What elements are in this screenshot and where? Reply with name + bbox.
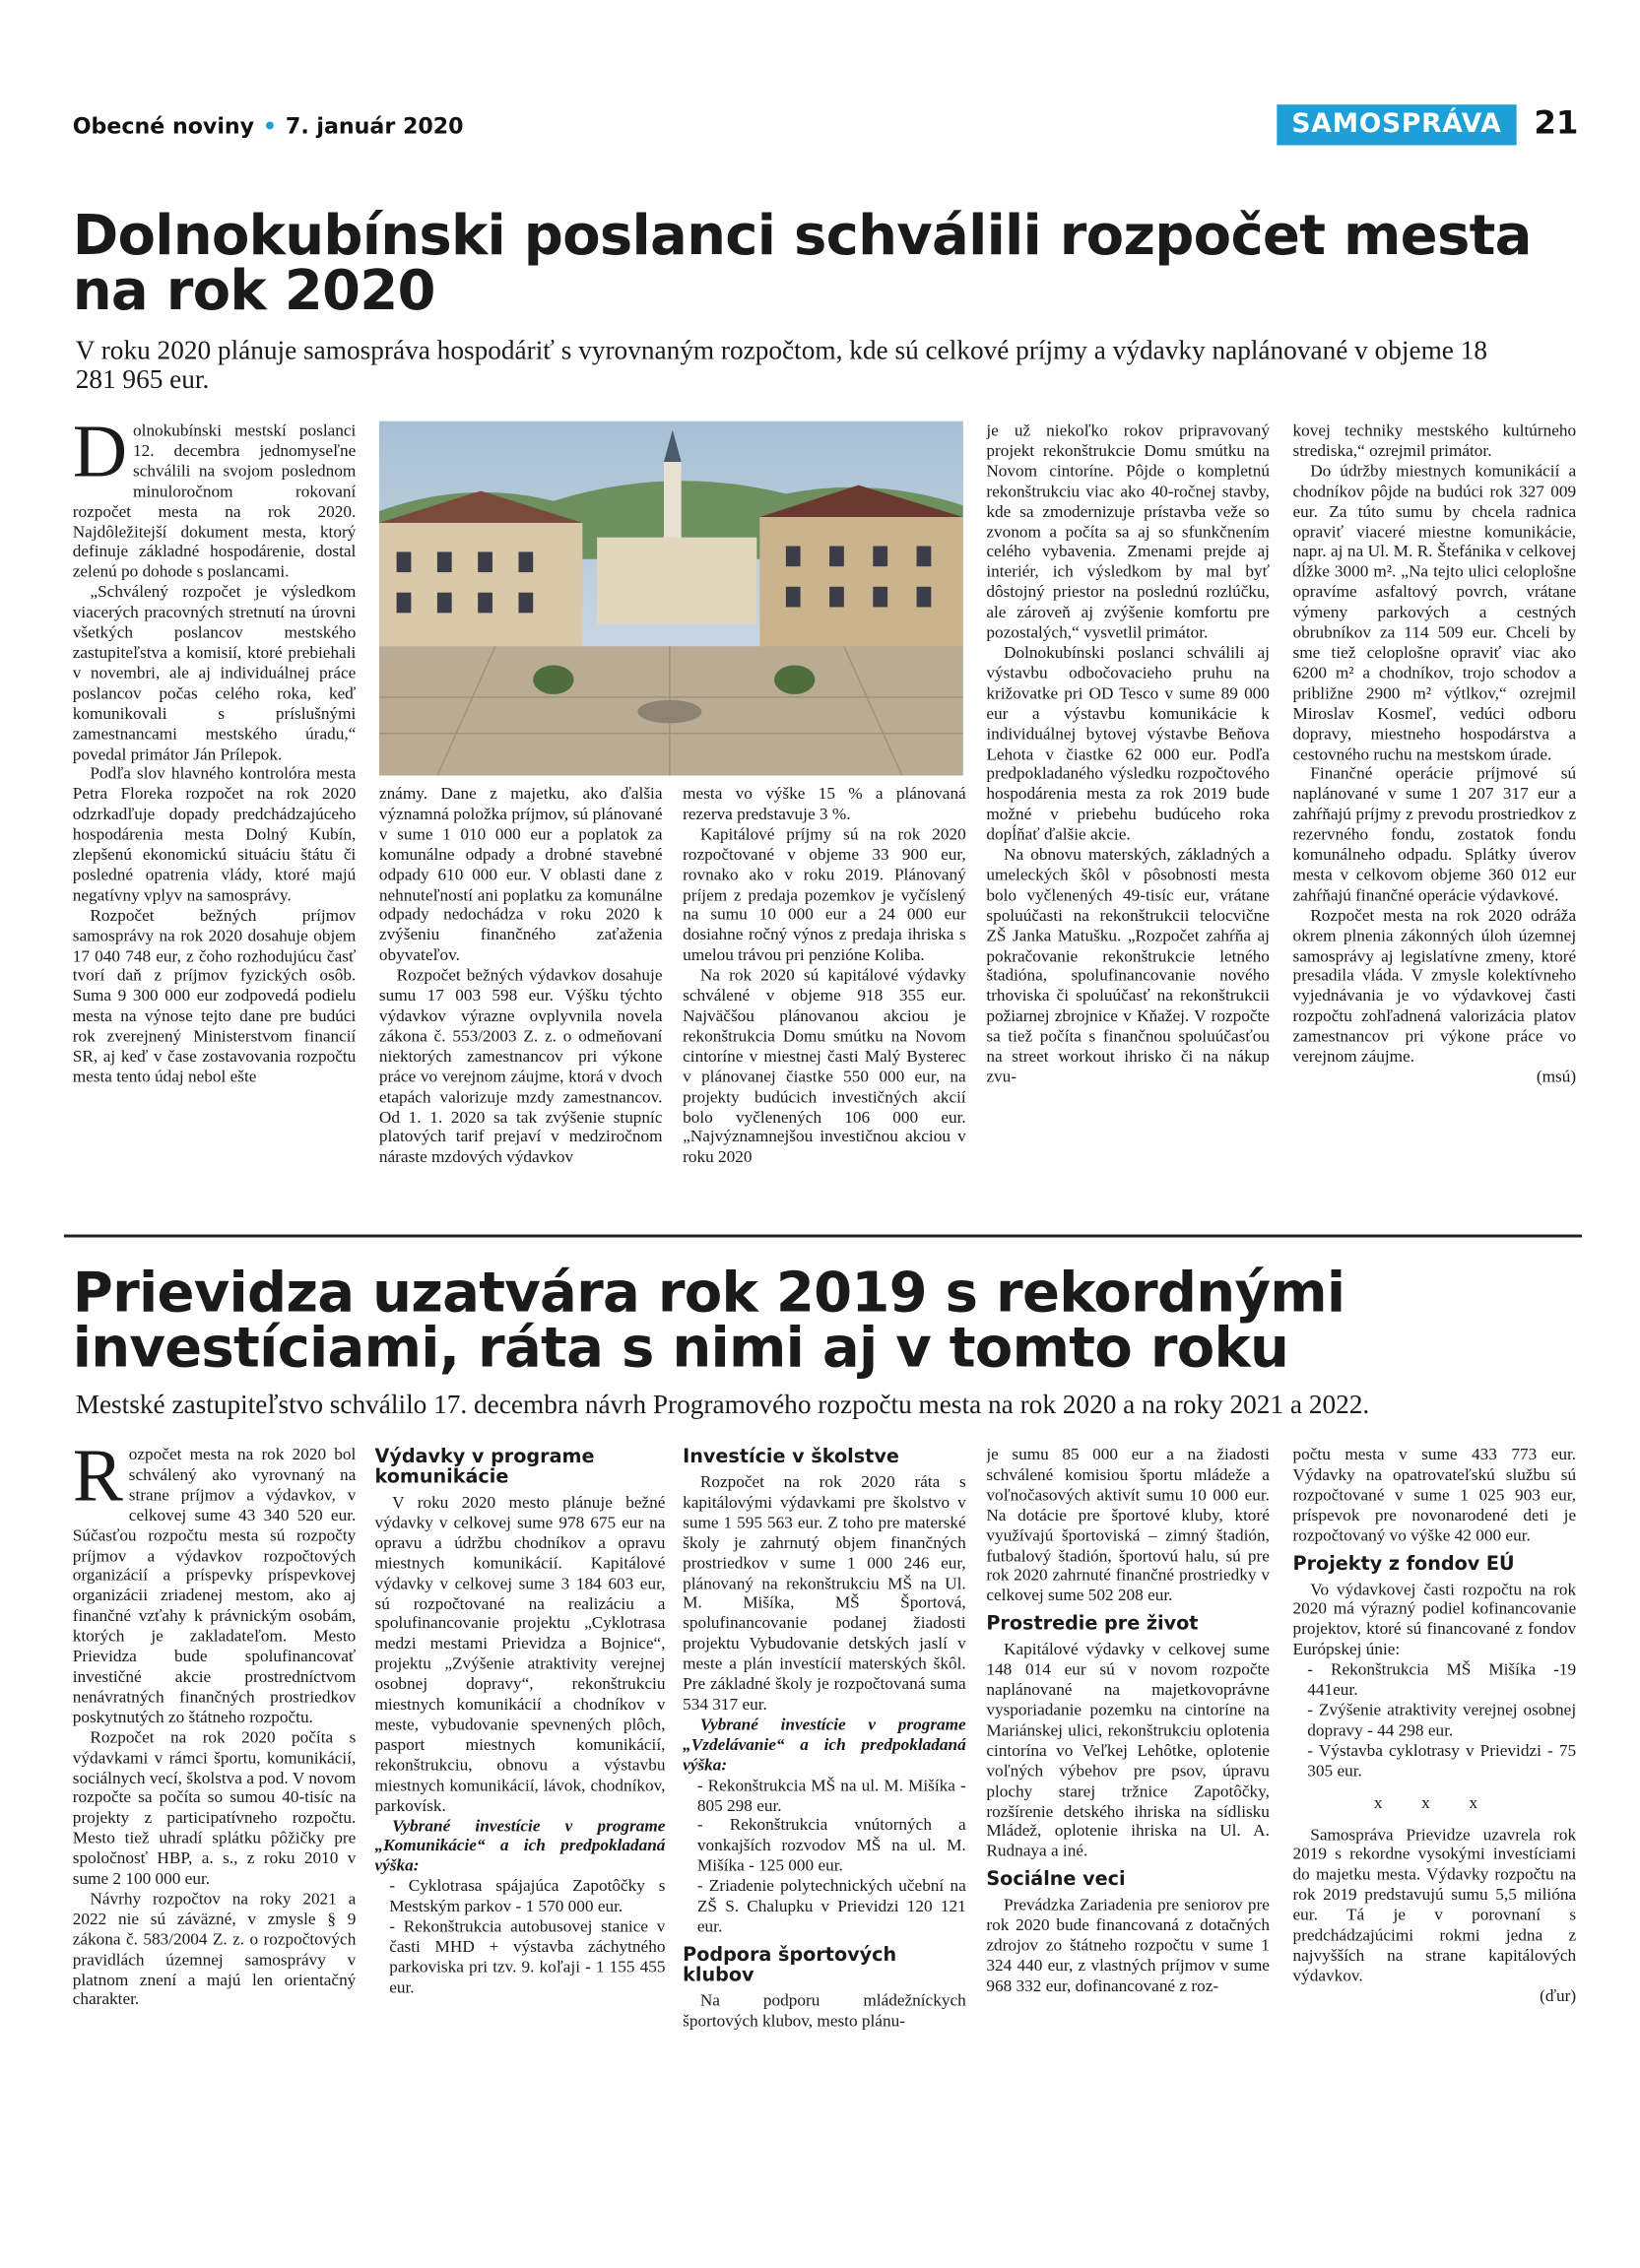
article2-column-4 — [986, 1445, 1270, 2200]
article1-paragraph: Rozpočet bežných výdavkov dosahuje sumu 17 003 598 eur. Výšku týchto výdavkov výrazne ovplyvnila novela zákona č. 553/2003 Z. z. o odmeňovaní niektorých zamestnancov pri výkone práce vo verejnom záujme, ktorá v dvoch etapách valorizuje mzdy zamestnancov. Od 1. 1. 2020 sa tak zvýšenie stupníc platových tarif prejaví v medziročnom náraste mzdových výdavkov — [378, 965, 663, 1167]
article2-paragraph: Vo výdavkovej časti rozpočtu na rok 2020 má výrazný podiel kofinancovanie projektov, ktoré sú financované z fondov Európskej únie: — [1292, 1579, 1577, 1659]
list-item: - Zriadenie polytechnických učební na ZŠ S. Chalupku v Prievidzi 120 121 eur. — [696, 1876, 966, 1936]
bullet-separator: • — [262, 113, 278, 140]
article2-paragraph: počtu mesta v sume 433 773 eur. Výdavky na opatrovateľskú službu sú rozpočtované v sume 1 025 903 eur, príspevok pre novonarodené deti je rozpočtovaný vo výške 42 000 eur. — [1292, 1445, 1577, 1545]
article1-column-2 — [379, 784, 663, 1214]
article2-paragraph: Na podporu mládežníckych športových klubov, mesto plánu- — [683, 1990, 966, 2031]
subheading: Investície v školstve — [683, 1446, 899, 1468]
article1-lead: V roku 2020 plánuje samospráva hospodáriť s vyrovnaným rozpočtom, kde sú celkové príjmy a výdavky naplánované v objeme 18 281 965 eur. — [75, 337, 1488, 396]
article2-paragraph: Rozpočet mesta na rok 2020 bol schválený ako vyrovnaný na strane príjmov a výdavkov, v celkovej sume 43 340 520 eur. Súčasťou rozpočtu mesta sú rozpočty príjmov a výdavkov rozpočtových organizácií a príspevky príspevkovej organizácii zriadenej mestom, ako aj finančné vzťahy k právnickým osobám, ktorých je zakladateľom. Mesto Prievidza bude spolufinancovať investičné akcie prostredníctvom nenávratných finančných prostriedkov poskytnutých zo štátneho rozpočtu. — [72, 1445, 357, 1727]
article1-paragraph: je už niekoľko rokov pripravovaný projekt rekonštrukcie Domu smútku na Novom cintoríne. Pôjde o kompletnú rekonštrukciu viac ako 40-ročnej stavby, kde sa zmodernizuje prístavba veže so zvonom a počíta sa aj so sfunkčnením celého vybavenia. Zmenami prejde aj interiér, ich výsledkom by mal byť dôstojný priestor na poslednú rozlúčku, ale zároveň aj zvýšenie komfortu pre pozostalých,“ vysvetlil primátor. — [986, 421, 1270, 642]
list-item: - Rekonštrukcia autobusovej stanice v časti MHD + výstavba záchytného parkoviska pri tzv. 9. koľaji - 1 155 455 eur. — [389, 1916, 666, 1997]
article2-paragraph: V roku 2020 mesto plánuje bežné výdavky v celkovej sume 978 675 eur na opravu a údržbu chodníkov a opravu miestnych komunikácií. Kapitálové výdavky v celkovej sume 3 184 603 eur, sú rozpočtované na realizáciu a spolufinancovanie projektu „Cyklotrasa medzi mestami Prievidza a Bojnice“, projektu „Zvýšenie atraktivity verejnej osobnej dopravy“, rekonštrukciu miestnych komunikácií a chodníkov v meste, vybudovanie spevnených plôch, pasport miestnych komunikácií, rekonštrukciu, obnovu a výstavbu miestnych komunikácií, lávok, chodníkov, parkovísk. — [374, 1493, 666, 1815]
article1-paragraph: Dolnokubínski mestskí poslanci 12. decembra jednomyseľne schválili na svojom poslednom minuloročnom rokovaní rozpočet mesta na rok 2020. Najdôležitejší dokument mesta, ktorý definuje základné hospodárenie, dostal zelenú po dohode s poslancami. — [72, 421, 357, 582]
article1-headline: Dolnokubínski poslanci schválili rozpočet mesta na rok 2020 — [72, 203, 1532, 323]
article2-column-1 — [73, 1445, 357, 2200]
article-divider — [64, 1235, 1582, 1238]
list-intro: Vybrané investície v programe „Vzdelávanie“ a ich predpokladaná výška: — [683, 1715, 966, 1775]
page-number: 21 — [1534, 105, 1579, 143]
article2-paragraph: Rozpočet na rok 2020 ráta s kapitálovými výdavkami pre školstvo v sume 1 595 563 eur. Z toho pre materské školy je zahrnutý objem finančných prostriedkov v sume 1 000 246 eur, plánovaný na rekonštrukciu MŠ na Ul. M. Mišíka, MŠ Športová, spolufinancovanie podanej žiadosti projektu Vybudovanie detských jaslí v meste a plán investícií materských škôl. Pre základné školy je rozpočtovaná suma 534 317 eur. — [683, 1472, 966, 1715]
town-square-photo — [379, 421, 963, 776]
subheading: Sociálne veci — [986, 1869, 1126, 1892]
issue-date: 7. január 2020 — [285, 113, 464, 140]
article1-column-4 — [986, 421, 1270, 1214]
section-label: SAMOSPRÁVA — [1277, 104, 1516, 145]
article1-paragraph: Podľa slov hlavného kontrolóra mesta Petra Floreka rozpočet na rok 2020 odzrkadľuje dopady predchádzajúceho hospodárenia mesta Dolný Kubín, zlepšenú ekonomickú situáciu štátu či posledné opatrenia vlády, ktoré majú negatívny vplyv na samosprávy. — [72, 764, 357, 905]
article1-paragraph: Do údržby miestnych komunikácií a chodníkov pôjde na budúci rok 327 009 eur. Za túto sumu by chcela radnica opraviť viaceré miestne komunikácie, napr. aj na Ul. M. R. Štefánika v celkovej dĺžke 3000 m². „Na tejto ulici celoplošne opravíme asfaltový povrch, vrátane výmeny parkových a cestných obrubníkov za 114 509 eur. Chceli by sme tiež celoplošne opraviť viac ako 6200 m² a chodníkov, trojo schodov a približne 2900 m² výtlkov,“ ozrejmil Miroslav Kosmeľ, vedúci odboru dopravy, miestneho hospodárstva a cestovného ruchu na mestskom úrade. — [1292, 461, 1577, 763]
article1-paragraph: „Schválený rozpočet je výsledkom viacerých pracovných stretnutí na úrovni všetkých poslancov mestského zastupiteľstva a komisií, ktoré prebiehali v novembri, ale aj individuálnej práce poslancov počas celého roka, keď komunikovali s príslušnými zamestnancami mestského úradu,“ povedal primátor Ján Prílepok. — [72, 582, 357, 763]
publication-name: Obecné noviny — [72, 113, 255, 140]
article2-column-3 — [683, 1445, 966, 2200]
dropcap: R — [72, 1445, 123, 1519]
article1-paragraph: Rozpočet mesta na rok 2020 odráža okrem plnenia zákonných úloh územnej samosprávy aj legislatívne zmeny, ktoré presadila vláda. V zmysle kolektívneho vyjednávania je vo výdavkovej časti rozpočtu zohľadnená valorizácia platov zamestnancov pri výkone práce vo verejnom záujme. — [1292, 905, 1577, 1067]
article2-paragraph: Kapitálové výdavky v celkovej sume 148 014 eur sú v novom rozpočte naplánované na majetkovoprávne vysporiadanie pozemku na cintoríne na Mariánskej ulici, rekonštrukciu oplotenia cintorína vo Veľkej Lehôtke, oplotenie voľných výbehov pre psov, úpravu plochy starej tržnice Zapotôčky, rozšírenie detského ihriska na sídlisku Mládež, oplotenie ihriska na Ul. A. Rudnaya a iné. — [986, 1640, 1270, 1861]
article1-column-5 — [1293, 421, 1577, 1214]
article2-column-2 — [374, 1445, 665, 2200]
list-item: - Rekonštrukcia MŠ Mišíka -19 441eur. — [1307, 1659, 1577, 1700]
article1-paragraph: Na rok 2020 sú kapitálové výdavky schválené v objeme 918 355 eur. Najväčšou plánovanou akciou je rekonštrukcia Domu smútku na Novom cintoríne v miestnej časti Malý Bysterec v plánovanej čiastke 550 000 eur, na projekty budúcich investičných akcií bolo vyčlenených 106 000 eur. „Najvýznamnejšou investičnou akciou v roku 2020 — [683, 965, 966, 1167]
list-item: - Rekonštrukcia vnútorných a vonkajších rozvodov MŠ na ul. M. Mišíka - 125 000 eur. — [696, 1816, 966, 1876]
article1-paragraph: Kapitálové príjmy sú na rok 2020 rozpočtované v objeme 33 900 eur, rovnako ako v roku 2019. Plánovaný príjem z predaja pozemkov je vyčíslený na sumu 10 000 eur a 24 000 eur dosiahne ročný výnos z predaja ihriska s umelou trávou pri penzióne Koliba. — [683, 824, 966, 965]
article2-column-5 — [1293, 1445, 1577, 2200]
article2-paragraph: Návrhy rozpočtov na roky 2021 a 2022 nie sú záväzné, v zmysle § 9 zákona č. 583/2004 Z. z. o rozpočtových pravidlách územnej samosprávy v platnom znení a majú len orientačný charakter. — [72, 1889, 357, 2010]
section-separator: x x x — [1373, 1792, 1495, 1812]
page-header-publication — [73, 113, 464, 140]
article1-paragraph: Na obnovu materských, základných a umeleckých škôl v pôsobnosti mesta bolo vyčlenených 49-tisíc eur, vrátane spoluúčasti na rekonštrukcii telocvične ZŠ Janka Matušku. „Rozpočet zahŕňa aj pokračovanie rekonštrukcie letného štadióna, spolufinancovanie nového trhoviska či spoluúčasť na rekonštrukcii požiarnej zbrojnice v Kňažej. V rozpočte sa tiež počíta s finančnou spoluúčasťou na street workout ihrisko či na nákup zvu- — [986, 845, 1270, 1087]
subheading: Výdavky v programe komunikácie — [374, 1446, 595, 1489]
article2-lead: Mestské zastupiteľstvo schválilo 17. decembra návrh Programového rozpočtu mesta na rok 2020 a na roky 2021 a 2022. — [75, 1391, 1370, 1421]
article1-column-1 — [73, 421, 357, 1214]
subheading: Projekty z fondov EÚ — [1292, 1553, 1515, 1576]
dropcap: D — [72, 421, 128, 494]
list-item: - Cyklotrasa spájajúca Zapotôčky s Mestským parkov - 1 570 000 eur. — [389, 1876, 666, 1916]
list-intro: Vybrané investície v programe „Komunikácie“ a ich predpokladaná výška: — [374, 1816, 666, 1876]
article1-paragraph: mesta vo výške 15 % a plánovaná rezerva predstavuje 3 %. — [683, 784, 966, 824]
subheading: Prostredie pre život — [986, 1613, 1199, 1636]
article1-paragraph: známy. Dane z majetku, ako ďalšia významná položka príjmov, sú plánované v sume 1 010 000 eur a poplatok za komunálne odpady a drobné stavebné odpady 610 000 eur. V oblasti dane z nehnuteľností ani poplatku za komunálne odpady nedochádza v roku 2020 k zvýšeniu finančného zaťaženia obyvateľov. — [378, 784, 663, 965]
article1-paragraph: Rozpočet bežných príjmov samosprávy na rok 2020 dosahuje objem 17 040 748 eur, z čoho rozhodujúcu časť tvorí daň z príjmov fyzických osôb. Suma 9 300 000 eur zodpovedá podielu mesta na výnose tejto dane pre budúci rok zverejnený Ministerstvom financií SR, aj keď v čase zostavovania rozpočtu mesta tento údaj nebol ešte — [72, 905, 357, 1087]
article1-column-3 — [683, 784, 966, 1214]
article1-paragraph: Finančné operácie príjmové sú naplánované v sume 1 207 317 eur a zahŕňajú príjmy z prevodu prostriedkov z rezervného fondu, zostatok fondu komunálneho odpadu. Splátky úverov mesta v celkovom objeme 360 012 eur zahŕňajú finančné operácie výdavkové. — [1292, 764, 1577, 905]
list-item: - Zvýšenie atraktivity verejnej osobnej dopravy - 44 298 eur. — [1307, 1700, 1577, 1740]
subheading: Podpora športových klubov — [683, 1944, 897, 1987]
article1-paragraph: kovej techniky mestského kultúrneho strediska,“ ozrejmil primátor. — [1292, 421, 1577, 461]
article1-paragraph: Dolnokubínski poslanci schválili aj výstavbu odbočovacieho pruhu na križovatke pri OD Tesco v sume 89 000 eur a výstavbu komunikácie k individuálnej bytovej výstavbe Beňova Lehota v čiastke 62 000 eur. Podľa predpokladaného výsledku rozpočtového hospodárenia mesta za rok 2019 bude možné v priebehu budúceho roka dopĺňať ďalšie akcie. — [986, 643, 1270, 845]
article2-paragraph: Rozpočet na rok 2020 počíta s výdavkami v rámci športu, komunikácií, sociálnych vecí, školstva a pod. V novom rozpočte sa počíta so sumou 40-tisíc na projekty z participatívneho rozpočtu. Mesto tiež uhradí splátku pôžičky pre spoločnosť HBP, a. s., z roku 2010 v sume 2 100 000 eur. — [72, 1727, 357, 1889]
list-item: - Rekonštrukcia MŠ na ul. M. Mišíka - 805 298 eur. — [696, 1776, 966, 1815]
article2-signature: (ďur) — [1540, 1986, 1577, 2006]
article1-signature: (msú) — [1536, 1067, 1577, 1087]
town-square-image — [379, 421, 963, 776]
article2-paragraph: Samospráva Prievidze uzavrela rok 2019 s rekordne vysokými investíciami do majetku mesta. Výdavky rozpočtu na rok 2019 predstavujú sumu 5,5 milióna eur. Tá je v porovnaní s predchádzajúcimi rokmi jedna z najvyšších na strane kapitálových výdavkov. — [1292, 1825, 1577, 1985]
list-item: - Výstavba cyklotrasy v Prievidzi - 75 305 eur. — [1307, 1740, 1577, 1781]
article2-paragraph: Prevádzka Zariadenia pre seniorov pre rok 2020 bude financovaná z dotačných zdrojov zo štátneho rozpočtu v sume 1 324 440 eur, z vlastných príjmov v sume 968 332 eur, dofinancované z roz- — [986, 1895, 1270, 1996]
article2-paragraph: je sumu 85 000 eur a na žiadosti schválené komisiou športu mládeže a voľnočasových aktivít sumu 10 000 eur. Na dotácie pre športové kluby, ktoré využívajú športoviská – zimný štadión, futbalový štadión, športovú halu, sú pre rok 2020 zahrnuté finančné prostriedky v celkovej sume 502 208 eur. — [986, 1445, 1270, 1606]
article2-headline: Prievidza uzatvára rok 2019 s rekordnými investíciami, ráta s nimi aj v tomto roku — [72, 1261, 1345, 1381]
